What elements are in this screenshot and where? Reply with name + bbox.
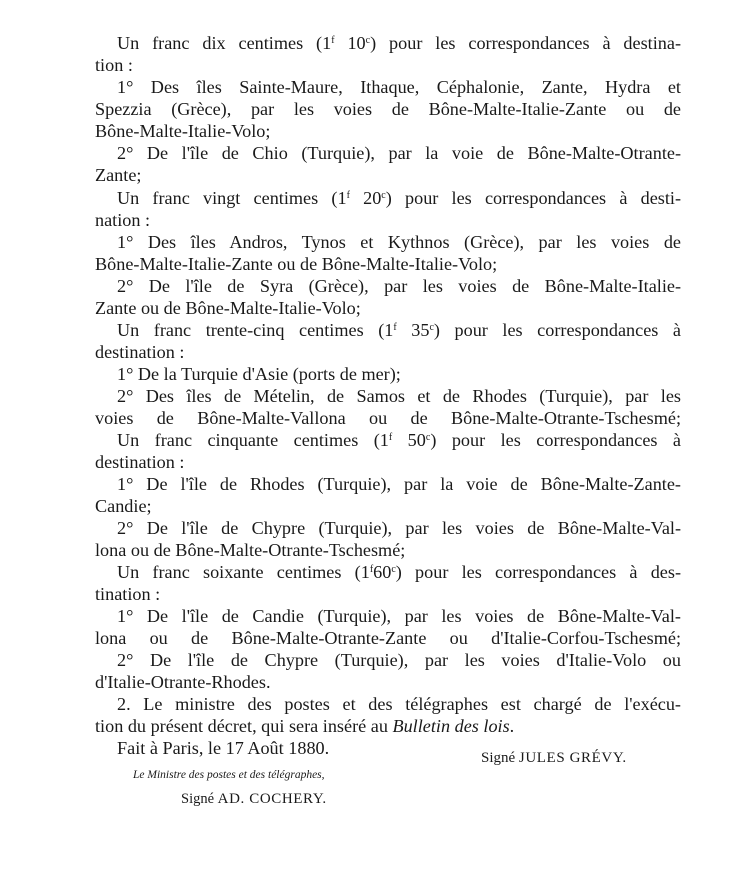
- text-line: 1° Des îles Andros, Tynos et Kythnos (Grèce), par les voies de: [117, 232, 681, 252]
- text-line: Zante ou de Bône-Malte-Italie-Volo;: [95, 298, 361, 318]
- text-line: 2. Le ministre des postes et des télégraphes est chargé de l'exécu-: [117, 694, 681, 714]
- text-line: tination :: [95, 584, 161, 604]
- text-line: 2° De l'île de Chypre (Turquie), par les voies de Bône-Malte-Val-: [117, 518, 681, 538]
- text-line: Fait à Paris, le 17 Août 1880.: [117, 738, 330, 758]
- text-line: d'Italie-Otrante-Rhodes.: [95, 672, 271, 692]
- text-line: Candie;: [95, 496, 152, 516]
- text-line: Un franc vingt centimes (1$^f$ 20$^c$) pour les correspondances à desti-: [117, 188, 682, 208]
- text-line: 1° Des îles Sainte-Maure, Ithaque, Céphalonie, Zante, Hydra et: [117, 77, 681, 97]
- text-line: destination :: [95, 342, 185, 362]
- text-line: Bône-Malte-Italie-Volo;: [95, 121, 271, 141]
- text-line: Bône-Malte-Italie-Zante ou de Bône-Malte-Italie-Volo;: [95, 254, 498, 274]
- minister-title: Le Ministre des postes et des télégraphes,: [133, 769, 325, 781]
- text-line: Zante;: [95, 165, 142, 185]
- text-line: Un franc soixante centimes (1$^f$60$^c$) pour les correspondances à des-: [117, 562, 681, 582]
- text-line: tion :: [95, 55, 133, 75]
- text-line: tion du présent décret, qui sera inséré au Bulletin des lois.: [95, 716, 515, 736]
- text-line: 2° De l'île de Chypre (Turquie), par les voies d'Italie-Volo ou: [117, 650, 681, 670]
- text-line: lona ou de Bône-Malte-Otrante-Zante ou d'Italie-Corfou-Tschesmé;: [95, 628, 681, 648]
- text-line: 1° De la Turquie d'Asie (ports de mer);: [117, 364, 401, 384]
- text-line: 1° De l'île de Rhodes (Turquie), par la voie de Bône-Malte-Zante-: [117, 474, 681, 494]
- signature-president: Signé JULES GRÉVY.: [481, 750, 627, 766]
- text-line: 2° De l'île de Chio (Turquie), par la voie de Bône-Malte-Otrante-: [117, 143, 681, 163]
- text-line: nation :: [95, 210, 151, 230]
- text-line: lona ou de Bône-Malte-Otrante-Tschesmé;: [95, 540, 406, 560]
- text-line: Un franc cinquante centimes (1$^f$ 50$^c$) pour les correspondances à: [117, 430, 681, 450]
- signature-minister: Signé AD. COCHERY.: [181, 791, 327, 807]
- text-line: 2° Des îles de Mételin, de Samos et de Rhodes (Turquie), par les: [117, 386, 681, 406]
- text-line: Un franc dix centimes (1$^f$ 10$^c$) pour les correspondances à destina-: [117, 33, 682, 53]
- text-line: 1° De l'île de Candie (Turquie), par les voies de Bône-Malte-Val-: [117, 606, 681, 626]
- text-line: Un franc trente-cinq centimes (1$^f$ 35$^c$) pour les correspondances à: [117, 320, 681, 340]
- text-line: voies de Bône-Malte-Vallona ou de Bône-Malte-Otrante-Tschesmé;: [95, 408, 681, 428]
- text-line: 2° De l'île de Syra (Grèce), par les voies de Bône-Malte-Italie-: [117, 276, 681, 296]
- text-line: destination :: [95, 452, 185, 472]
- text-line: Spezzia (Grèce), par les voies de Bône-Malte-Italie-Zante ou de: [95, 99, 681, 119]
